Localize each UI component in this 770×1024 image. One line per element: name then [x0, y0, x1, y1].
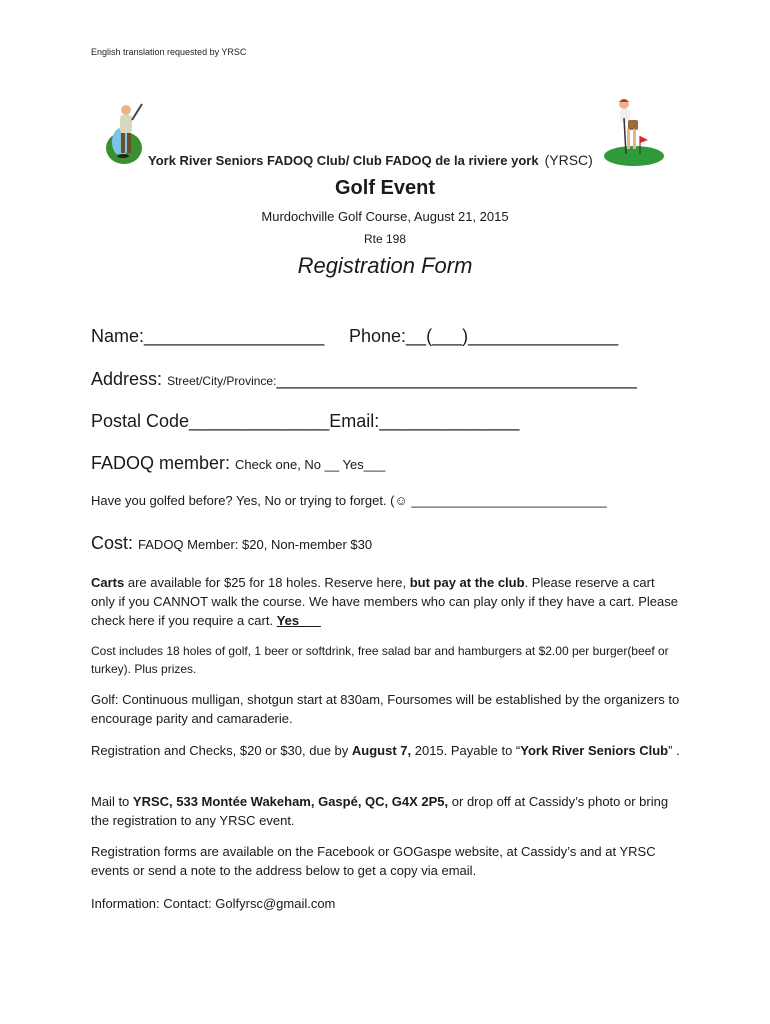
- registration-paragraph: [91, 741, 681, 760]
- carts-pay-bold: but pay at the club: [409, 575, 525, 590]
- golfed-before-question[interactable]: Have you golfed before? Yes, No or trying to forget. (☺ ___________________________: [91, 493, 607, 508]
- mail-text-1: Mail to: [91, 794, 133, 809]
- translation-note: English translation requested by YRSC: [91, 47, 247, 57]
- cart-yes-checkbox[interactable]: Yes___: [276, 613, 321, 628]
- cost-includes-paragraph: Cost includes 18 holes of golf, 1 beer or softdrink, free salad bar and hamburgers at $2.00 per burger(beef or turkey). Plus prizes.: [91, 644, 669, 676]
- event-title: Golf Event: [334, 177, 435, 199]
- event-venue: Murdochville Golf Course, August 21, 2015: [261, 209, 509, 224]
- mail-paragraph: [91, 792, 681, 830]
- forms-paragraph: Registration forms are available on the Facebook or GOGaspe website, at Cassidy’s and at YRSC events or send a note to the address below to get a copy via email.: [91, 844, 656, 878]
- name-field[interactable]: Name:__________________: [91, 326, 325, 346]
- info-contact[interactable]: Information: Contact: Golfyrsc@gmail.com: [91, 896, 336, 911]
- cost-label: Cost:: [91, 533, 134, 553]
- fadoq-member-field[interactable]: [91, 453, 385, 474]
- reg-due-date: August 7,: [351, 743, 412, 758]
- reg-payee: York River Seniors Club: [520, 743, 669, 758]
- fadoq-label: FADOQ member:: [91, 453, 231, 473]
- golfer-swing-clipart: [104, 98, 148, 168]
- format-paragraph: Golf: Continuous mulligan, shotgun start at 830am, Foursomes will be established by the organizers to encourage parity and camaraderie.: [91, 692, 680, 726]
- address-hint: Street/City/Province:: [167, 374, 277, 388]
- mail-text-2: or drop off at Cassidy’s photo or bring the registration to any YRSC event.: [91, 794, 669, 828]
- reg-text-1: Registration and Checks, $20 or $30, due by: [91, 743, 352, 758]
- address-blank: ____________________________________: [276, 369, 637, 389]
- cost-line: [91, 533, 372, 554]
- carts-text-1: are available for $25 for 18 holes. Reserve here,: [124, 575, 410, 590]
- reg-text-2: 2015. Payable to “: [411, 743, 521, 758]
- form-title: Registration Form: [297, 253, 473, 278]
- club-name: [148, 152, 593, 168]
- postal-email-field[interactable]: Postal Code______________Email:______________: [91, 411, 520, 431]
- golfer-putting-clipart: [600, 96, 668, 172]
- address-field[interactable]: [91, 369, 637, 390]
- carts-paragraph: [91, 573, 681, 630]
- reg-text-3: ” .: [668, 743, 680, 758]
- carts-bold: Carts: [91, 575, 125, 590]
- club-abbr: (YRSC): [544, 152, 593, 168]
- club-name-text: York River Seniors FADOQ Club/ Club FADOQ de la riviere york: [148, 153, 539, 168]
- carts-text-2: . Please reserve a cart only if you CANNOT walk the course. We have members who can play only if they have a cart. Please check here if you require a cart.: [91, 575, 678, 628]
- cost-text: FADOQ Member: $20, Non-member $30: [138, 537, 373, 552]
- event-route: Rte 198: [363, 232, 407, 246]
- mail-address: YRSC, 533 Montée Wakeham, Gaspé, QC, G4X 2P5,: [132, 794, 449, 809]
- address-label: Address:: [91, 369, 163, 389]
- fadoq-options[interactable]: Check one, No __ Yes___: [235, 457, 386, 472]
- phone-field[interactable]: Phone:__(___)_______________: [349, 326, 619, 346]
